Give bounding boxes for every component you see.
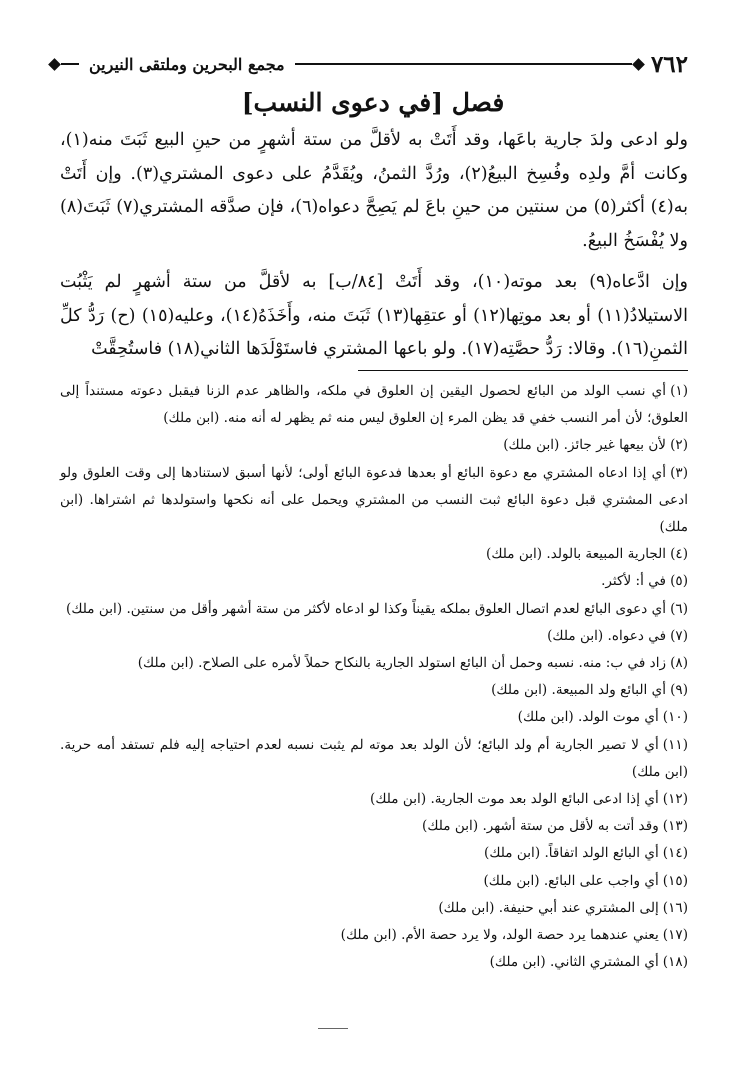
footnote-number: (١١) bbox=[662, 736, 688, 753]
footnote-text: لأن بيعها غير جائز. (ابن ملك) bbox=[503, 437, 667, 454]
diamond-ornament-icon bbox=[48, 58, 61, 71]
footnote-text: أي واجب على البائع. (ابن ملك) bbox=[483, 872, 659, 889]
footnote-number: (٦) bbox=[670, 600, 688, 617]
running-header bbox=[50, 48, 688, 80]
footnote bbox=[60, 922, 688, 949]
footnote-number: (١٣) bbox=[662, 818, 688, 835]
header-rule bbox=[295, 63, 632, 65]
header-rule bbox=[61, 63, 79, 65]
page-number: ٧٦٢ bbox=[650, 50, 688, 78]
footnotes bbox=[60, 378, 688, 976]
footnote-text: أي لا تصير الجارية أم ولد البائع؛ لأن الولد بعد موته لم يثبت نسبه لعدم احتياجه إليه فلم تستفد أمه حرية. (ابن ملك) bbox=[60, 736, 688, 780]
footnote-number: (١٤) bbox=[662, 845, 688, 862]
footnote-text: زاد في ب: منه. نسبه وحمل أن البائع استولد الجارية بالنكاح حملاً لأمره على الصلاح. (ابن ملك) bbox=[137, 655, 667, 672]
footnote-text: أي نسب الولد من البائع لحصول اليقين إن العلوق في ملكه، والظاهر عدم الزنا فيقبل دعوته مستنداً إلى العلوق؛ لأن أمر النسب خفي قد يظن المرء إن العلوق ليس منه ثم يظهر له أنه منه. (ابن ملك) bbox=[60, 383, 688, 427]
footnote-number: (١٢) bbox=[662, 791, 688, 808]
footnote-text: أي البائع الولد اتفاقاً. (ابن ملك) bbox=[484, 845, 659, 862]
footnote bbox=[60, 460, 688, 542]
footnote bbox=[60, 704, 688, 731]
footnote bbox=[60, 895, 688, 922]
footnote bbox=[60, 623, 688, 650]
main-text bbox=[60, 124, 688, 367]
main-paragraph: وإن ادَّعاه(٩) بعد موته(١٠)، وقد أَتَتْ [٨٤/ب] به لأقلَّ من ستة أشهرٍ لم يَثْبُت الاستيلادُ(١١) أو بعد موتِها(١٢) أو عتقِها(١٣) ثَبَتَ منه، وأَخَذَهُ(١٤)، وعليه(١٥) (ح) رَدُّ كلِّ الثمنِ(١٦). وقالا: رَدُّ حصَّتِه(١٧). ولو باعها المشتري فاستَوْلَدَها الثاني(١٨) فاستُحِقَّتْ bbox=[60, 272, 688, 359]
footnote bbox=[60, 840, 688, 867]
footnote bbox=[60, 786, 688, 813]
section-title: فصل [في دعوى النسب] bbox=[241, 88, 505, 117]
footnote-text: في أ: لأكثر. bbox=[601, 573, 667, 590]
footnote-number: (٥) bbox=[670, 573, 688, 590]
footnote-number: (١) bbox=[670, 383, 688, 399]
footnote-text: أي إذا ادعاه المشتري مع دعوة البائع أو بعدها فدعوة البائع أولى؛ لأنها أسبق لاستنادها إلى وقت العلوق ولو ادعى المشتري قبل دعوة البائع ثبت النسب من المشتري ويحمل على أنه نكحها واستولدها ثم اشتراها. (ابن ملك) bbox=[60, 464, 688, 536]
footnote bbox=[60, 732, 688, 786]
footnote-number: (٣) bbox=[670, 464, 688, 481]
footnote-number: (١٧) bbox=[662, 927, 688, 944]
diamond-ornament-icon bbox=[632, 58, 645, 71]
footnote-text: يعني عندهما يرد حصة الولد، ولا يرد حصة الأم. (ابن ملك) bbox=[340, 927, 659, 944]
footnote bbox=[60, 378, 688, 432]
footnote-text: أي موت الولد. (ابن ملك) bbox=[517, 709, 659, 726]
footnote-text: في دعواه. (ابن ملك) bbox=[547, 627, 667, 644]
footnote-separator bbox=[358, 370, 688, 371]
main-paragraph: ولو ادعى ولدَ جارية باعَها، وقد أَتَتْ به لأقلَّ من ستة أشهرٍ من حينِ البيع ثَبَتَ منه(١)، وكانت أمَّ ولدِه وفُسِخ البيعُ(٢)، ورُدَّ الثمنُ، ويُقَدَّمُ على دعوى المشتري(٣). وإن أَتَتْ به(٤) أكثر(٥) من سنتين من حينِ باعَ لم يَصِحَّ دعواه(٦)، فإن صدَّقه المشتري(٧) ثَبَتَ(٨) ولا يُفْسَخُ البيعُ. bbox=[60, 130, 688, 251]
footnote bbox=[60, 568, 688, 595]
footnote-number: (١٠) bbox=[662, 709, 688, 726]
footnote-number: (١٨) bbox=[662, 954, 688, 971]
footnote-text: أي المشتري الثاني. (ابن ملك) bbox=[489, 954, 659, 971]
footnote-text: أي إذا ادعى البائع الولد بعد موت الجارية. (ابن ملك) bbox=[370, 791, 659, 808]
footnote bbox=[60, 432, 688, 459]
footnote-number: (١٥) bbox=[662, 872, 688, 889]
footnote-number: (٨) bbox=[670, 655, 688, 672]
footnote-number: (١٦) bbox=[662, 899, 688, 916]
footnote-number: (٧) bbox=[670, 627, 688, 644]
footnote-number: (٤) bbox=[670, 546, 688, 563]
footnote bbox=[60, 596, 688, 623]
book-title: مجمع البحرين وملتقى النيرين bbox=[89, 54, 285, 74]
footnote-number: (٩) bbox=[670, 682, 688, 699]
page-bottom-mark bbox=[318, 1028, 348, 1029]
footnote bbox=[60, 868, 688, 895]
footnote bbox=[60, 650, 688, 677]
footnote bbox=[60, 813, 688, 840]
footnote bbox=[60, 541, 688, 568]
footnote-text: الجارية المبيعة بالولد. (ابن ملك) bbox=[486, 546, 667, 563]
footnote bbox=[60, 677, 688, 704]
footnote-number: (٢) bbox=[670, 437, 688, 454]
footnote-text: أي البائع ولد المبيعة. (ابن ملك) bbox=[491, 682, 667, 699]
footnote bbox=[60, 949, 688, 976]
footnote-text: إلى المشتري عند أبي حنيفة. (ابن ملك) bbox=[438, 899, 659, 916]
footnote-text: وقد أتت به لأقل من ستة أشهر. (ابن ملك) bbox=[422, 818, 659, 835]
footnote-text: أي دعوى البائع لعدم اتصال العلوق بملكه يقيناً وكذا لو ادعاه لأكثر من ستة أشهر وأقل من سنتين. (ابن ملك) bbox=[66, 600, 667, 617]
